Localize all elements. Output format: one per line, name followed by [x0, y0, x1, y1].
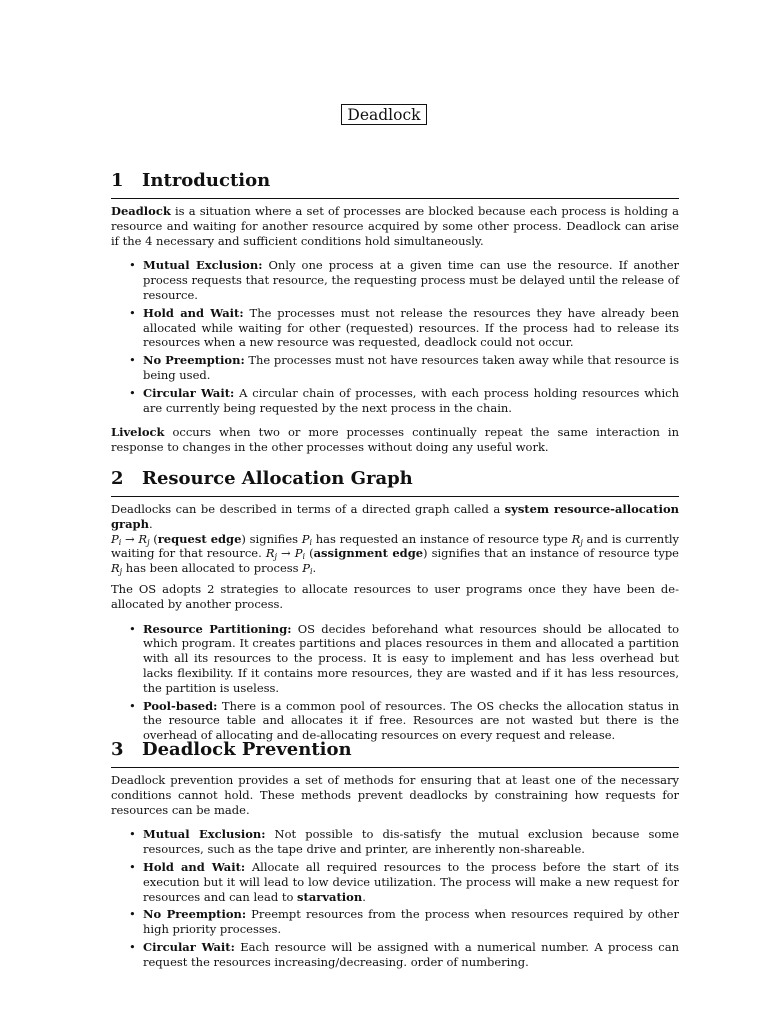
list-item: • No Preemption: Preempt resources from the process when resources required by other high priority processes.: [129, 907, 679, 937]
bullet-icon: •: [129, 353, 136, 368]
section-number: 3: [111, 739, 124, 760]
term-deadlock: Deadlock: [111, 204, 171, 218]
list-item: • Pool-based: There is a common pool of resources. The OS checks the allocation status in the resource table and allocates it if free. Resources are not wasted but there is the overhead of allocating and de-allocating resources on every request and release.: [129, 698, 679, 743]
list-item: • Circular Wait: Each resource will be assigned with a numerical number. A process can request the resources increasing/decreasing. order of numbering.: [129, 939, 679, 969]
bullet-icon: •: [129, 698, 136, 713]
bullet-icon: •: [129, 385, 136, 400]
section-title: Resource Allocation Graph: [142, 468, 413, 489]
list-item: • Circular Wait: A circular chain of processes, with each process holding resources which are currently being requested by the next process in the chain.: [129, 385, 679, 415]
section-resource-allocation-graph: [111, 468, 679, 753]
section-title: Introduction: [142, 170, 271, 191]
prevention-paragraph: Deadlock prevention provides a set of methods for ensuring that at least one of the necessary conditions cannot hold. These methods prevent deadlocks by constraining how requests for resources can be made.: [111, 773, 679, 817]
list-item: • No Preemption: The processes must not have resources taken away while that resource is being used.: [129, 353, 680, 382]
section-heading: [111, 170, 679, 199]
livelock-paragraph: Livelock occurs when two or more processes continually repeat the same interaction in response to changes in the other processes without doing any useful work.: [111, 425, 679, 455]
list-item: • Resource Partitioning: OS decides beforehand what resources should be allocated to which program. It creates partitions and places resources in them and allocated a partition with all its resources to the process. It is easy to implement and has less overhead but lacks flexibility. If it contains more resources, they are wasted and if it has less resources, the partition is useless.: [129, 621, 679, 695]
title-area: [0, 104, 768, 125]
list-item: • Mutual Exclusion: Only one process at a given time can use the resource. If another process requests that resource, the requesting process must be delayed until the release of resource.: [129, 258, 679, 302]
section-introduction: [111, 170, 679, 461]
graph-paragraph: Deadlocks can be described in terms of a directed graph called a system resource-allocation graph. $P_i \to R_j$ (request edge) signifies $P_i$ has requested an instance of resource type $R_j$ and is currently waiting for that resource. $R_j \to P_i$ (assignment edge) signifies that an instance of resource type $R_j$ has been allocated to process $P_i$.: [111, 502, 679, 577]
section-heading: [111, 739, 679, 768]
list-item: • Mutual Exclusion: Not possible to dis-satisfy the mutual exclusion because some resources, such as the tape drive and printer, are inherently non-shareable.: [129, 827, 680, 857]
condition-list: [111, 258, 679, 415]
intro-paragraph: Deadlock is a situation where a set of processes are blocked because each process is holding a resource and waiting for another resource acquired by some other process. Deadlock can arise if the 4 necessary and sufficient conditions hold simultaneously.: [111, 204, 679, 248]
list-item: • Hold and Wait: Allocate all required resources to the process before the start of its execution but it will lead to low device utilization. The process will make a new request for resources and can lead to starvation.: [129, 859, 679, 904]
section-heading: [111, 468, 679, 497]
list-item: • Hold and Wait: The processes must not release the resources they have already been allocated while waiting for other (requested) resources. If the process had to release its resources when a new resource was requested, deadlock could not occur.: [129, 305, 679, 350]
bullet-icon: •: [129, 907, 136, 922]
prevention-list: [111, 827, 679, 969]
bullet-icon: •: [129, 827, 136, 842]
bullet-icon: •: [129, 305, 136, 320]
document-title: Deadlock: [341, 104, 426, 125]
strategy-paragraph: The OS adopts 2 strategies to allocate resources to user programs once they have been de-allocated by another process.: [111, 581, 679, 611]
section-title: Deadlock Prevention: [142, 739, 352, 760]
section-deadlock-prevention: [111, 739, 679, 980]
strategy-list: [111, 622, 679, 743]
section-number: 1: [111, 170, 124, 191]
term-livelock: Livelock: [111, 425, 165, 440]
bullet-icon: •: [129, 939, 136, 954]
bullet-icon: •: [129, 859, 136, 874]
section-number: 2: [111, 468, 124, 489]
term-starvation: starvation: [297, 889, 363, 904]
bullet-icon: •: [129, 621, 136, 636]
bullet-icon: •: [129, 258, 136, 273]
